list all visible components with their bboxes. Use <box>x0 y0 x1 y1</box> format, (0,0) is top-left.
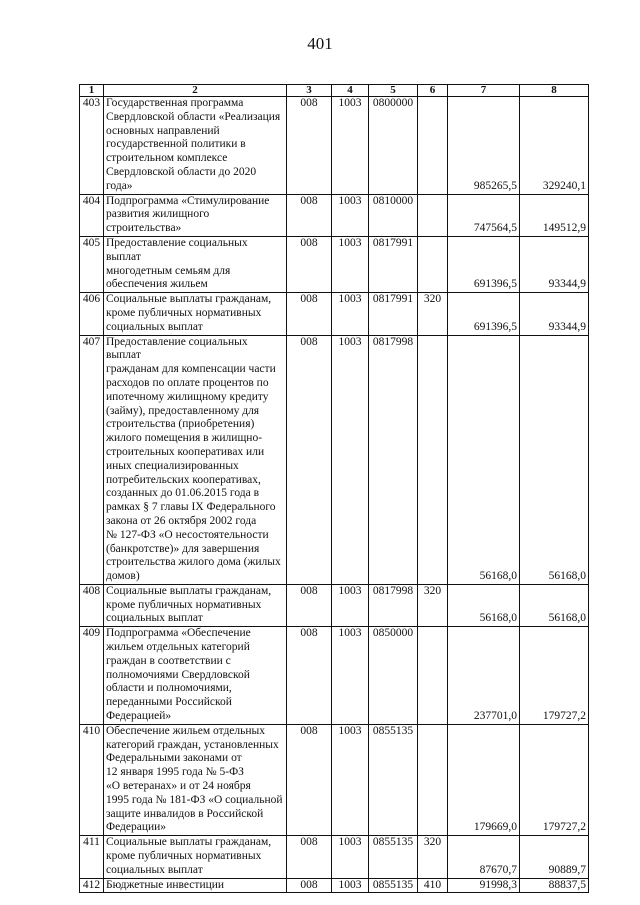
expense-type-code <box>418 97 448 195</box>
column-header: 8 <box>520 85 589 97</box>
amount-col8: 93344,9 <box>520 293 589 335</box>
page-number: 401 <box>307 34 333 53</box>
section-code: 1003 <box>332 335 369 584</box>
amount-col7: 91998,3 <box>448 878 520 893</box>
table-row <box>80 627 589 725</box>
table-row <box>80 878 589 893</box>
amount-col7: 87670,7 <box>448 836 520 878</box>
ministry-code: 008 <box>287 836 332 878</box>
row-number: 405 <box>80 236 104 292</box>
expense-type-code: 320 <box>418 293 448 335</box>
row-number: 403 <box>80 97 104 195</box>
target-code: 0800000 <box>369 97 418 195</box>
expense-type-code <box>418 335 448 584</box>
amount-col8: 56168,0 <box>520 335 589 584</box>
target-code: 0817991 <box>369 236 418 292</box>
column-header: 5 <box>369 85 418 97</box>
expense-type-code <box>418 194 448 236</box>
amount-col7: 747564,5 <box>448 194 520 236</box>
amount-col7: 56168,0 <box>448 584 520 626</box>
expense-type-code <box>418 627 448 725</box>
row-name: Социальные выплаты гражданам, кроме публичных нормативных социальных выплат <box>104 584 287 626</box>
amount-col7: 237701,0 <box>448 627 520 725</box>
column-header: 3 <box>287 85 332 97</box>
target-code: 0817998 <box>369 335 418 584</box>
target-code: 0810000 <box>369 194 418 236</box>
target-code: 0817991 <box>369 293 418 335</box>
amount-col7: 179669,0 <box>448 724 520 835</box>
amount-col8: 93344,9 <box>520 236 589 292</box>
ministry-code: 008 <box>287 236 332 292</box>
header-row <box>80 85 589 97</box>
row-name: Социальные выплаты гражданам, кроме публичных нормативных социальных выплат <box>104 836 287 878</box>
amount-col8: 329240,1 <box>520 97 589 195</box>
expense-type-code: 320 <box>418 836 448 878</box>
row-name: Подпрограмма «Стимулирование развития жилищного строительства» <box>104 194 287 236</box>
table-row <box>80 236 589 292</box>
row-name: Подпрограмма «Обеспечение жильем отдельных категорий граждан в соответствии с полномочиями Свердловской области и полномочиями, переданными Российской Федерацией» <box>104 627 287 725</box>
column-header: 4 <box>332 85 369 97</box>
section-code: 1003 <box>332 236 369 292</box>
row-number: 412 <box>80 878 104 893</box>
row-number: 409 <box>80 627 104 725</box>
section-code: 1003 <box>332 194 369 236</box>
amount-col8: 88837,5 <box>520 878 589 893</box>
ministry-code: 008 <box>287 724 332 835</box>
amount-col8: 90889,7 <box>520 836 589 878</box>
row-number: 408 <box>80 584 104 626</box>
amount-col8: 56168,0 <box>520 584 589 626</box>
section-code: 1003 <box>332 724 369 835</box>
ministry-code: 008 <box>287 293 332 335</box>
amount-col7: 691396,5 <box>448 293 520 335</box>
amount-col8: 179727,2 <box>520 724 589 835</box>
amount-col7: 56168,0 <box>448 335 520 584</box>
row-name: Предоставление социальных выплат многодетным семьям для обеспечения жильем <box>104 236 287 292</box>
column-header: 1 <box>80 85 104 97</box>
ministry-code: 008 <box>287 97 332 195</box>
expense-type-code <box>418 724 448 835</box>
target-code: 0850000 <box>369 627 418 725</box>
amount-col7: 985265,5 <box>448 97 520 195</box>
column-header: 2 <box>104 85 287 97</box>
ministry-code: 008 <box>287 584 332 626</box>
table-row <box>80 97 589 195</box>
row-number: 410 <box>80 724 104 835</box>
row-number: 407 <box>80 335 104 584</box>
row-number: 404 <box>80 194 104 236</box>
row-name: Социальные выплаты гражданам, кроме публичных нормативных социальных выплат <box>104 293 287 335</box>
section-code: 1003 <box>332 97 369 195</box>
section-code: 1003 <box>332 584 369 626</box>
ministry-code: 008 <box>287 627 332 725</box>
budget-table <box>79 84 589 893</box>
row-name: Обеспечение жильем отдельных категорий граждан, установленных Федеральными законами от 12 января 1995 года № 5-ФЗ «О ветеранах» и от 24 ноября 1995 года № 181-ФЗ «О социальной защите инвалидов в Российской Федерации» <box>104 724 287 835</box>
amount-col8: 149512,9 <box>520 194 589 236</box>
column-header: 6 <box>418 85 448 97</box>
target-code: 0855135 <box>369 878 418 893</box>
expense-type-code: 410 <box>418 878 448 893</box>
ministry-code: 008 <box>287 194 332 236</box>
table-row <box>80 194 589 236</box>
table-row <box>80 836 589 878</box>
row-name: Бюджетные инвестиции <box>104 878 287 893</box>
amount-col8: 179727,2 <box>520 627 589 725</box>
amount-col7: 691396,5 <box>448 236 520 292</box>
section-code: 1003 <box>332 878 369 893</box>
section-code: 1003 <box>332 627 369 725</box>
target-code: 0855135 <box>369 724 418 835</box>
row-number: 406 <box>80 293 104 335</box>
section-code: 1003 <box>332 836 369 878</box>
table-row <box>80 335 589 584</box>
table-row <box>80 293 589 335</box>
row-name: Государственная программа Свердловской области «Реализация основных направлений государственной политики в строительном комплексе Свердловской области до 2020 года» <box>104 97 287 195</box>
expense-type-code <box>418 236 448 292</box>
table-row <box>80 584 589 626</box>
ministry-code: 008 <box>287 335 332 584</box>
target-code: 0817998 <box>369 584 418 626</box>
ministry-code: 008 <box>287 878 332 893</box>
table-row <box>80 724 589 835</box>
row-number: 411 <box>80 836 104 878</box>
section-code: 1003 <box>332 293 369 335</box>
target-code: 0855135 <box>369 836 418 878</box>
expense-type-code: 320 <box>418 584 448 626</box>
column-header: 7 <box>448 85 520 97</box>
row-name: Предоставление социальных выплат гражданам для компенсации части расходов по оплате процентов по ипотечному жилищному кредиту (займу), предоставленному для строительства (приобретения) жилого помещения в жилищно- строительных кооперативах или иных специализированных потребительских кооперативах, созданных до 01.06.2015 года в рамках § 7 главы IX Федерального закона от 26 октября 2002 года № 127-ФЗ «О несостоятельности (банкротстве)» для завершения строительства жилого дома (жилых домов) <box>104 335 287 584</box>
